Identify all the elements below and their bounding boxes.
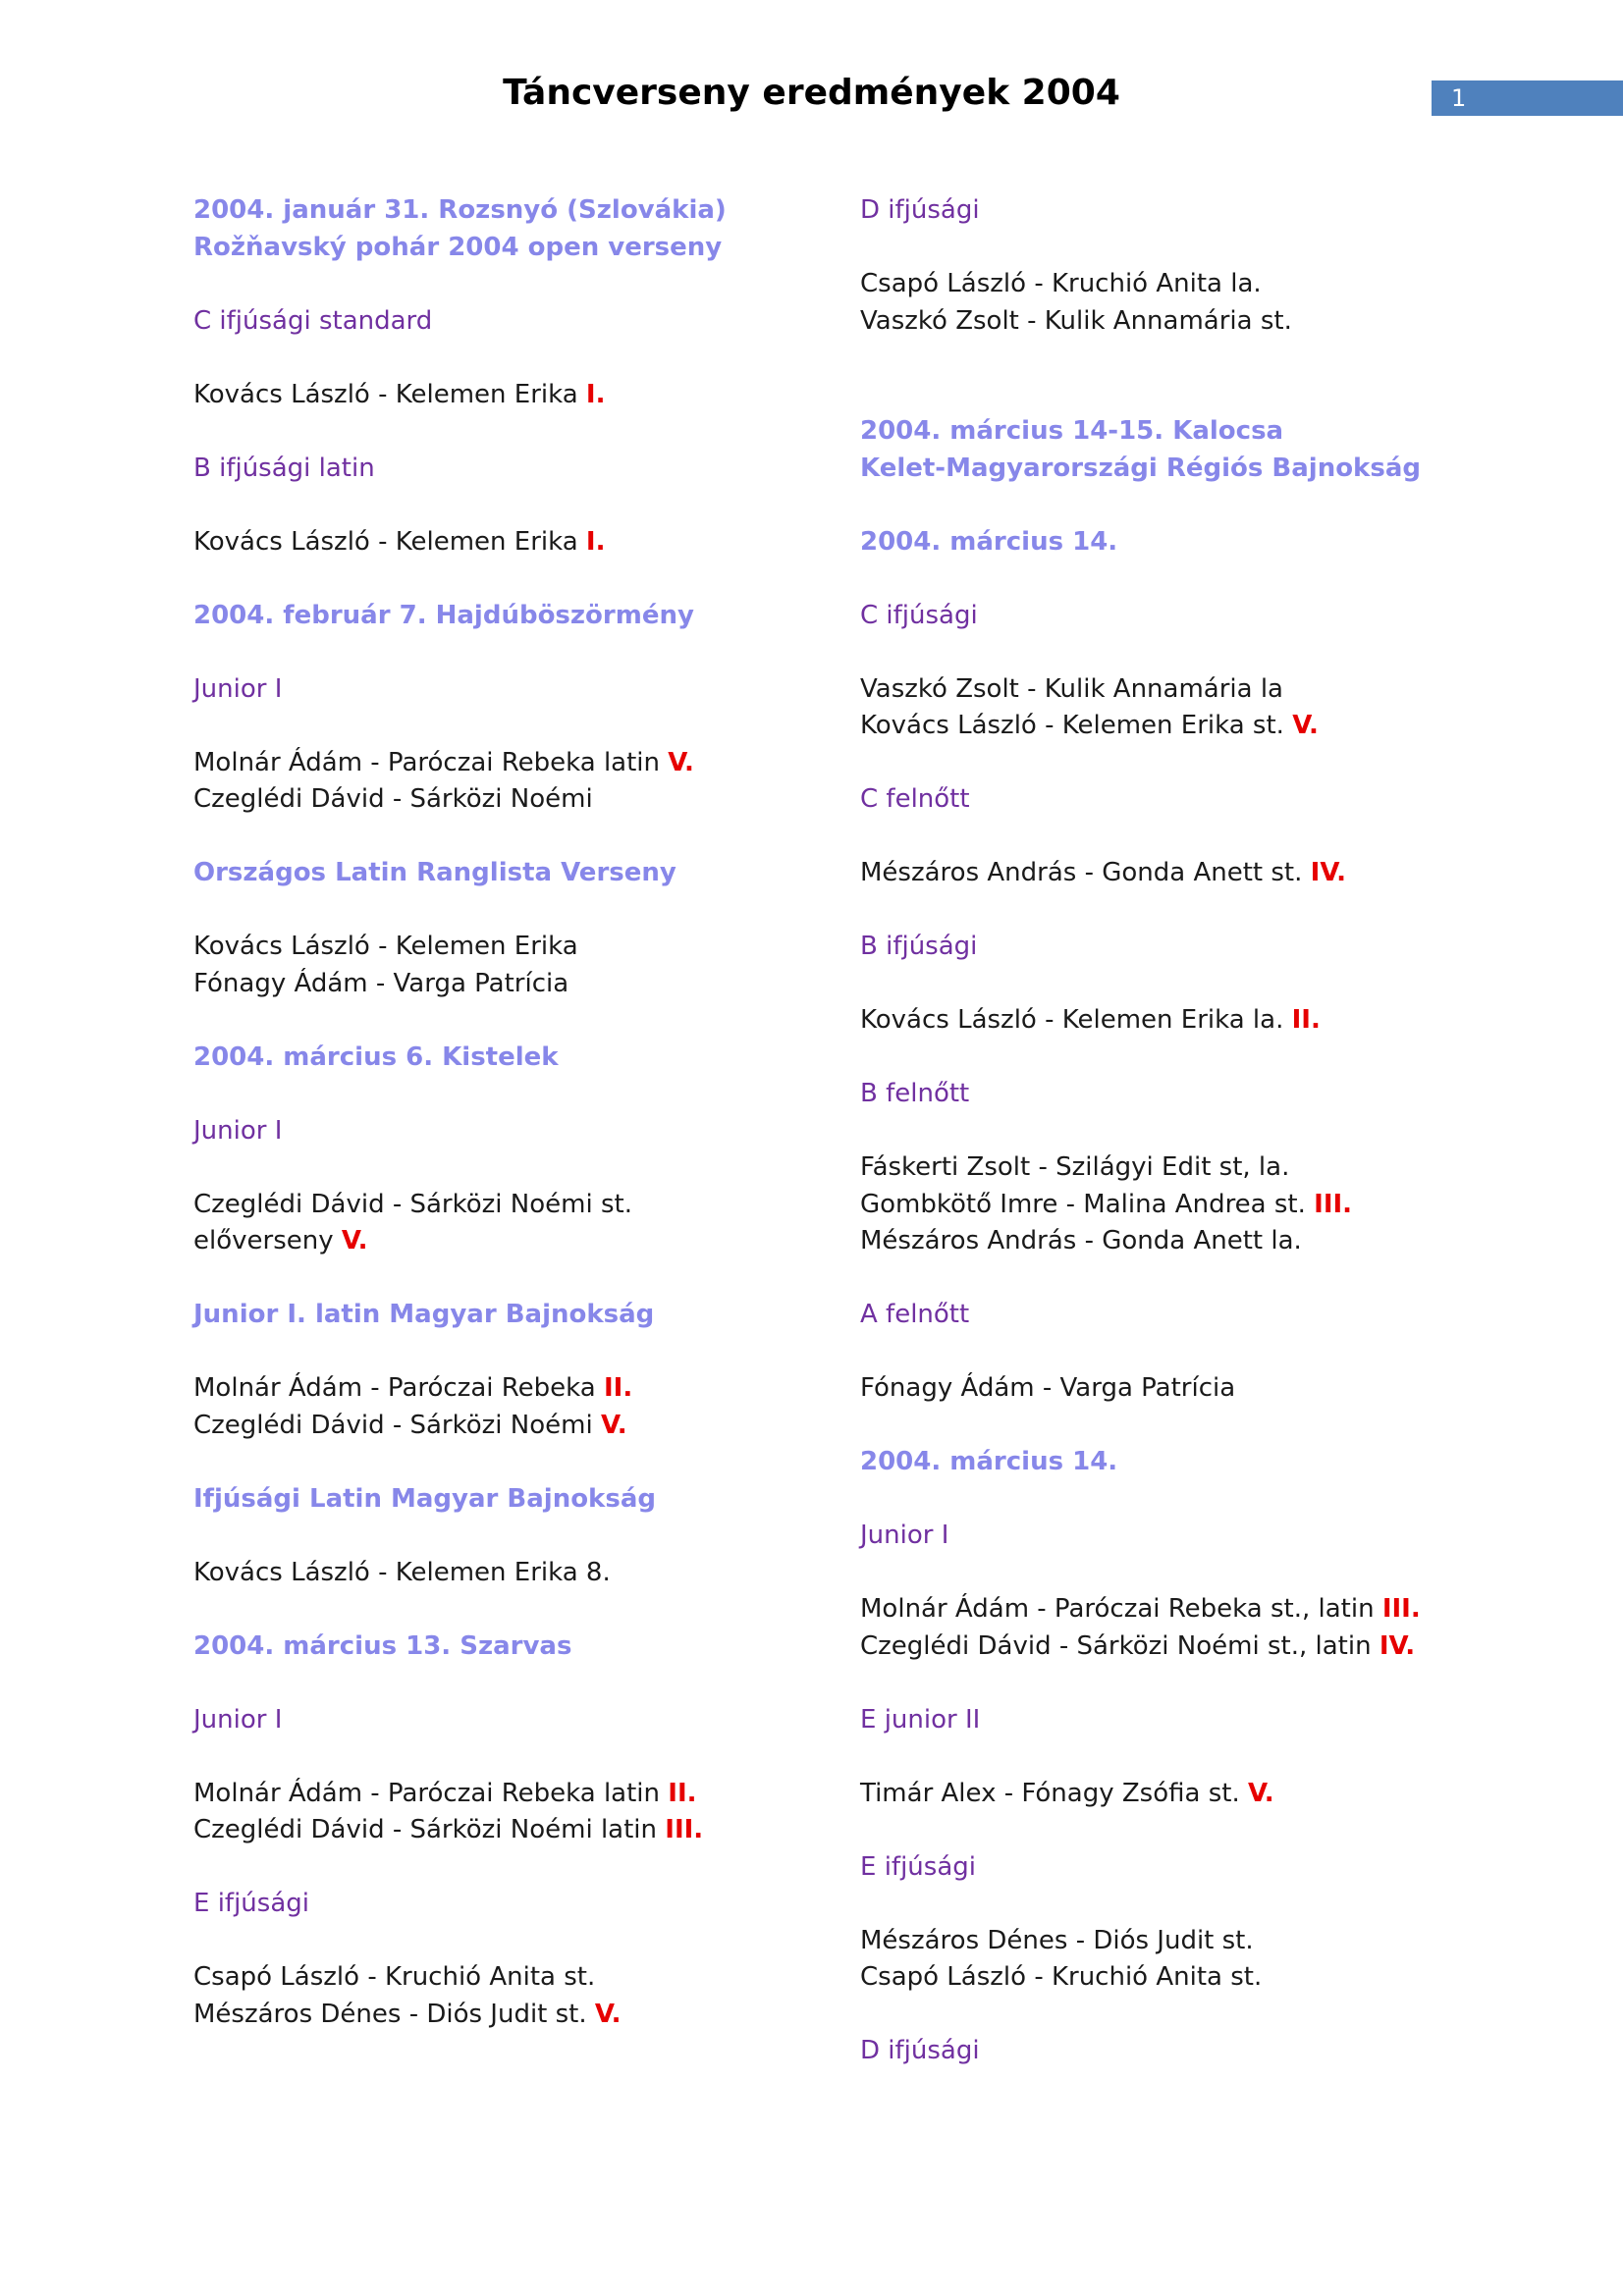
result-line: [193, 1812, 832, 1849]
spacer: [193, 340, 832, 377]
category-heading: [193, 303, 832, 341]
line-text: Vaszkó Zsolt - Kulik Annamária st.: [860, 305, 1292, 336]
line-text: C ifjúsági standard: [193, 305, 433, 336]
spacer: [193, 1518, 832, 1555]
event-heading: [193, 598, 832, 635]
line-text: D ifjúsági: [860, 195, 980, 225]
spacer: [193, 1002, 832, 1040]
line-text: Csapó László - Kruchió Anita st.: [860, 1962, 1263, 1992]
spacer: [860, 1665, 1498, 1702]
result-line: [860, 266, 1498, 303]
result-line: [860, 1629, 1498, 1666]
result-line: [860, 303, 1498, 341]
line-text: Junior I: [193, 1115, 283, 1146]
page-number: 1: [1432, 80, 1623, 116]
line-text: E ifjúsági: [193, 1889, 309, 1918]
line-text: 2004. március 14-15. Kalocsa: [860, 416, 1284, 446]
line-text: előverseny: [193, 1226, 342, 1255]
category-heading: [860, 2033, 1498, 2070]
placement-badge: I.: [585, 379, 606, 409]
spacer: [860, 892, 1498, 930]
placement-badge: III.: [1314, 1189, 1353, 1219]
result-line: [860, 671, 1498, 709]
line-text: Timár Alex - Fónagy Zsófia st.: [860, 1778, 1248, 1808]
line-text: Vaszkó Zsolt - Kulik Annamária la: [860, 673, 1283, 704]
line-text: Junior I: [193, 673, 283, 704]
placement-badge: IV.: [1310, 858, 1346, 887]
spacer: [860, 745, 1498, 782]
line-text: 2004. január 31. Rozsnyó (Szlovákia): [193, 195, 727, 225]
result-line: [193, 1997, 832, 2034]
right-column: [860, 192, 1498, 2070]
line-text: Molnár Ádám - Paróczai Rebeka: [193, 1373, 604, 1403]
event-heading: [193, 1629, 832, 1666]
result-line: [860, 708, 1498, 745]
result-line: [193, 1776, 832, 1813]
result-line: [860, 1149, 1498, 1187]
spacer: [860, 1408, 1498, 1445]
spacer: [193, 1260, 832, 1298]
spacer: [193, 892, 832, 930]
spacer: [193, 487, 832, 524]
spacer: [193, 1591, 832, 1629]
placement-badge: V.: [600, 1410, 627, 1440]
event-heading: [193, 1481, 832, 1519]
result-line: [193, 1187, 832, 1224]
line-text: 2004. február 7. Hajdúböszörmény: [193, 600, 694, 630]
placement-badge: V.: [668, 747, 694, 777]
spacer: [193, 1849, 832, 1887]
category-heading: [860, 1518, 1498, 1555]
line-text: Ifjúsági Latin Magyar Bajnokság: [193, 1483, 656, 1514]
line-text: Czeglédi Dávid - Sárközi Noémi st.: [193, 1189, 632, 1219]
line-text: Mészáros Dénes - Diós Judit st.: [193, 1999, 595, 2029]
event-heading: [193, 855, 832, 892]
category-heading: [860, 192, 1498, 230]
line-text: Kovács László - Kelemen Erika: [193, 379, 586, 409]
line-text: 2004. március 14.: [860, 526, 1118, 557]
line-text: Fónagy Ádám - Varga Patrícia: [193, 968, 569, 998]
spacer: [860, 1738, 1498, 1776]
category-heading: [193, 451, 832, 488]
result-line: [193, 377, 832, 414]
category-heading: [860, 1702, 1498, 1739]
category-heading: [193, 1886, 832, 1923]
spacer: [860, 1886, 1498, 1923]
result-line: [193, 781, 832, 819]
line-text: C felnőtt: [860, 784, 970, 814]
line-text: Kovács László - Kelemen Erika 8.: [193, 1557, 611, 1587]
spacer: [193, 1738, 832, 1776]
result-line: [860, 1370, 1498, 1408]
line-text: Kelet-Magyarországi Régiós Bajnokság: [860, 453, 1421, 483]
spacer: [860, 1555, 1498, 1592]
result-line: [860, 1187, 1498, 1224]
result-line: [193, 1959, 832, 1997]
line-text: A felnőtt: [860, 1300, 970, 1329]
page-title: Táncverseny eredmények 2004: [503, 73, 1120, 113]
line-text: Junior I: [860, 1521, 949, 1550]
line-text: Mészáros András - Gonda Anett la.: [860, 1226, 1302, 1255]
line-text: B felnőtt: [860, 1079, 970, 1108]
placement-badge: IV.: [1379, 1630, 1416, 1661]
category-heading: [193, 1113, 832, 1150]
spacer: [193, 708, 832, 745]
result-line: [860, 1223, 1498, 1260]
line-text: B ifjúsági latin: [193, 453, 375, 483]
spacer: [193, 1334, 832, 1371]
result-line: [193, 1408, 832, 1445]
line-text: Fáskerti Zsolt - Szilágyi Edit st, la.: [860, 1152, 1290, 1182]
spacer: [860, 377, 1498, 414]
result-line: [193, 1370, 832, 1408]
spacer: [860, 1997, 1498, 2034]
result-line: [860, 1959, 1498, 1997]
line-text: C ifjúsági: [860, 600, 978, 630]
line-text: Junior I: [193, 1704, 283, 1735]
line-text: Kovács László - Kelemen Erika: [193, 526, 586, 557]
placement-badge: II.: [603, 1373, 633, 1403]
result-line: [860, 1776, 1498, 1813]
spacer: [860, 1113, 1498, 1150]
line-text: Czeglédi Dávid - Sárközi Noémi: [193, 1410, 601, 1440]
line-text: Junior I. latin Magyar Bajnokság: [193, 1300, 655, 1329]
spacer: [193, 634, 832, 671]
spacer: [193, 1149, 832, 1187]
spacer: [860, 230, 1498, 267]
category-heading: [860, 781, 1498, 819]
spacer: [860, 819, 1498, 856]
category-heading: [193, 1702, 832, 1739]
spacer: [860, 561, 1498, 598]
placement-badge: V.: [594, 1999, 622, 2029]
spacer: [860, 1812, 1498, 1849]
line-text: 2004. március 13. Szarvas: [193, 1630, 572, 1661]
placement-badge: V.: [1292, 711, 1319, 740]
line-text: Czeglédi Dávid - Sárközi Noémi: [193, 784, 593, 814]
category-heading: [860, 598, 1498, 635]
spacer: [193, 561, 832, 598]
line-text: Mészáros András - Gonda Anett st.: [860, 858, 1311, 887]
line-text: D ifjúsági: [860, 2036, 980, 2065]
left-column: [193, 192, 832, 2033]
line-text: Kovács László - Kelemen Erika st.: [860, 711, 1293, 740]
placement-badge: II.: [1291, 1005, 1321, 1035]
line-text: Fónagy Ádám - Varga Patrícia: [860, 1373, 1236, 1403]
result-line: [860, 855, 1498, 892]
category-heading: [860, 1076, 1498, 1113]
spacer: [860, 1481, 1498, 1519]
result-line: [193, 929, 832, 966]
category-heading: [860, 1849, 1498, 1887]
event-heading: [193, 1040, 832, 1077]
line-text: Csapó László - Kruchió Anita st.: [193, 1962, 596, 1992]
event-heading: [860, 413, 1498, 451]
spacer: [860, 1334, 1498, 1371]
line-text: E ifjúsági: [860, 1851, 976, 1882]
result-line: [860, 1923, 1498, 1960]
spacer: [860, 966, 1498, 1003]
result-line: [193, 524, 832, 561]
spacer: [860, 634, 1498, 671]
line-text: Kovács László - Kelemen Erika la.: [860, 1005, 1292, 1035]
result-line: [193, 1223, 832, 1260]
placement-badge: II.: [668, 1778, 697, 1808]
result-line: [860, 1591, 1498, 1629]
line-text: Czeglédi Dávid - Sárközi Noémi st., latin: [860, 1630, 1380, 1661]
placement-badge: III.: [665, 1815, 704, 1844]
result-line: [193, 745, 832, 782]
line-text: Kovács László - Kelemen Erika: [193, 932, 578, 961]
placement-badge: V.: [341, 1226, 368, 1255]
line-text: Gombkötő Imre - Malina Andrea st.: [860, 1189, 1315, 1219]
line-text: Molnár Ádám - Paróczai Rebeka st., latin: [860, 1594, 1382, 1624]
spacer: [193, 819, 832, 856]
line-text: Czeglédi Dávid - Sárközi Noémi latin: [193, 1815, 666, 1844]
line-text: Mészáros Dénes - Diós Judit st.: [860, 1925, 1254, 1955]
line-text: Országos Latin Ranglista Verseny: [193, 858, 676, 887]
line-text: B ifjúsági: [860, 932, 978, 961]
category-heading: [193, 671, 832, 709]
spacer: [860, 1040, 1498, 1077]
spacer: [193, 266, 832, 303]
spacer: [193, 1076, 832, 1113]
spacer: [860, 1260, 1498, 1298]
event-heading: [860, 451, 1498, 488]
result-line: [860, 1002, 1498, 1040]
placement-badge: V.: [1247, 1778, 1274, 1808]
spacer: [860, 487, 1498, 524]
category-heading: [860, 1297, 1498, 1334]
line-text: Molnár Ádám - Paróczai Rebeka latin: [193, 1778, 669, 1808]
result-line: [193, 1555, 832, 1592]
line-text: Rožňavský pohár 2004 open verseny: [193, 232, 723, 262]
spacer: [193, 1444, 832, 1481]
line-text: E junior II: [860, 1704, 981, 1735]
spacer: [193, 1923, 832, 1960]
category-heading: [860, 929, 1498, 966]
event-heading: [193, 192, 832, 230]
result-line: [193, 966, 832, 1003]
line-text: 2004. március 14.: [860, 1447, 1118, 1476]
spacer: [193, 1665, 832, 1702]
spacer: [193, 413, 832, 451]
event-heading: [193, 230, 832, 267]
placement-badge: III.: [1381, 1594, 1421, 1624]
line-text: 2004. március 6. Kistelek: [193, 1041, 559, 1072]
event-heading: [860, 524, 1498, 561]
line-text: Molnár Ádám - Paróczai Rebeka latin: [193, 747, 669, 777]
placement-badge: I.: [585, 526, 606, 557]
spacer: [860, 340, 1498, 377]
event-heading: [193, 1297, 832, 1334]
event-heading: [860, 1444, 1498, 1481]
line-text: Csapó László - Kruchió Anita la.: [860, 269, 1262, 298]
